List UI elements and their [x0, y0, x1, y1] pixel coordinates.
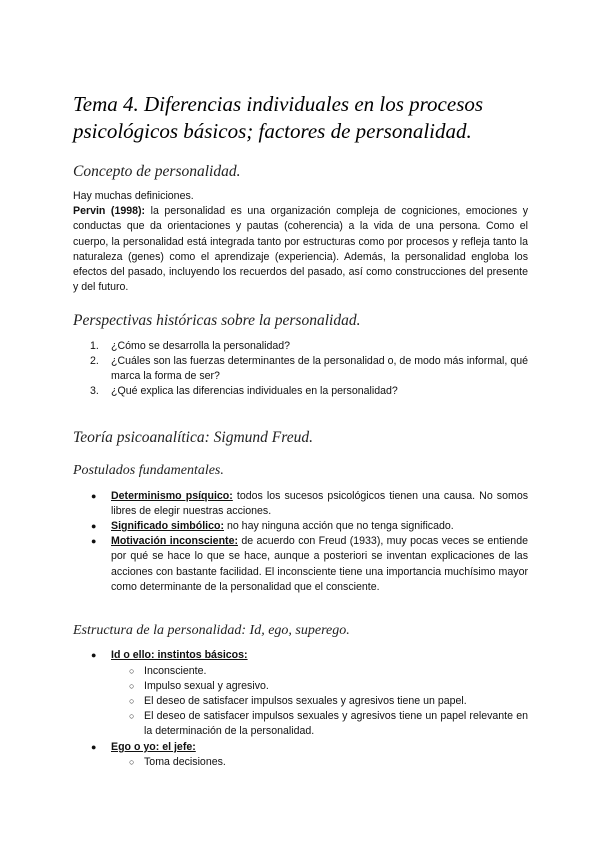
list-item-1: ¿Cómo se desarrolla la personalidad?: [111, 340, 291, 352]
ego-label: [111, 740, 196, 755]
bullet-icon: ●: [91, 491, 97, 501]
postulado-label: Significado simbólico:: [111, 520, 225, 532]
pervin-paragraph: [73, 204, 528, 296]
pervin-label: Pervin (1998):: [73, 205, 146, 217]
id-item-1: Inconsciente.: [144, 665, 207, 677]
list-item-3: ¿Qué explica las diferencias individuales en la personalidad?: [111, 385, 398, 397]
postulado-significado: [111, 519, 528, 534]
circle-bullet-icon: ○: [129, 696, 135, 706]
postulado-text: todos los sucesos psicológicos tienen una causa. No somos libres de elegir nuestras acciones.: [111, 490, 529, 518]
ego-item-1: Toma decisiones.: [144, 756, 226, 768]
postulado-determinismo: [111, 489, 528, 520]
circle-bullet-icon: ○: [129, 711, 135, 721]
postulado-text: de acuerdo con Freud (1933), muy pocas veces se entiende por qué se hace lo que se hace, aunque a posteriori se inventan explicaciones de las acciones con bastante facilidad. El inconsciente tiene una importancia muchísimo mayor como determinante de la personalidad que el consciente.: [111, 535, 528, 593]
intro-text: Hay muchas definiciones.: [73, 190, 194, 202]
bullet-icon: ●: [91, 742, 97, 752]
id-item-4: El deseo de satisfacer impulsos sexuales y agresivos tiene un papel relevante en la determinación de la personalidad.: [144, 710, 528, 738]
circle-bullet-icon: ○: [129, 757, 135, 767]
list-item-2: ¿Cuáles son las fuerzas determinantes de la personalidad o, de modo más informal, qué marca la forma de ser?: [111, 355, 528, 383]
pervin-text: la personalidad es una organización compleja de cogniciones, emociones y conductas que da orientaciones y pautas (coherencia) a la vida de una persona. Como el cuerpo, la personalidad está integrada tanto por estructuras como por procesos y refleja tanto la naturaleza (genes) como el aprendizaje (experiencia). Además, la personalidad engloba los efectos del pasado, incluyendo los recuerdos del pasado, así como construcciones del presente y del futuro.: [73, 205, 528, 294]
list-number: 2.: [90, 355, 99, 367]
ego-label-text: Ego o yo: el jefe:: [111, 741, 196, 753]
circle-bullet-icon: ○: [129, 681, 135, 691]
list-number: 1.: [90, 340, 99, 352]
heading-estructura: Estructura de la personalidad: Id, ego, superego.: [73, 623, 350, 638]
bullet-icon: ●: [91, 521, 97, 531]
postulado-text: no hay ninguna acción que no tenga significado.: [224, 520, 454, 532]
id-item-2: Impulso sexual y agresivo.: [144, 680, 269, 692]
id-label-text: Id o ello: instintos básicos:: [111, 649, 248, 661]
list-number: 3.: [90, 385, 99, 397]
document-title: Tema 4. Diferencias individuales en los procesos psicológicos básicos; factores de personalidad.: [73, 92, 484, 143]
bullet-icon: ●: [91, 650, 97, 660]
id-item-3: El deseo de satisfacer impulsos sexuales y agresivos tiene un papel.: [144, 695, 467, 707]
heading-freud: Teoría psicoanalítica: Sigmund Freud.: [73, 429, 313, 446]
heading-concepto: Concepto de personalidad.: [73, 163, 241, 180]
bullet-icon: ●: [91, 536, 97, 546]
postulado-label: Motivación inconsciente:: [111, 535, 238, 547]
postulado-label: Determinismo psíquico:: [111, 490, 233, 502]
id-label: [111, 648, 248, 663]
postulado-motivacion: [111, 534, 528, 595]
heading-postulados: Postulados fundamentales.: [73, 463, 224, 478]
heading-perspectivas: Perspectivas históricas sobre la personalidad.: [73, 312, 361, 329]
circle-bullet-icon: ○: [129, 666, 135, 676]
